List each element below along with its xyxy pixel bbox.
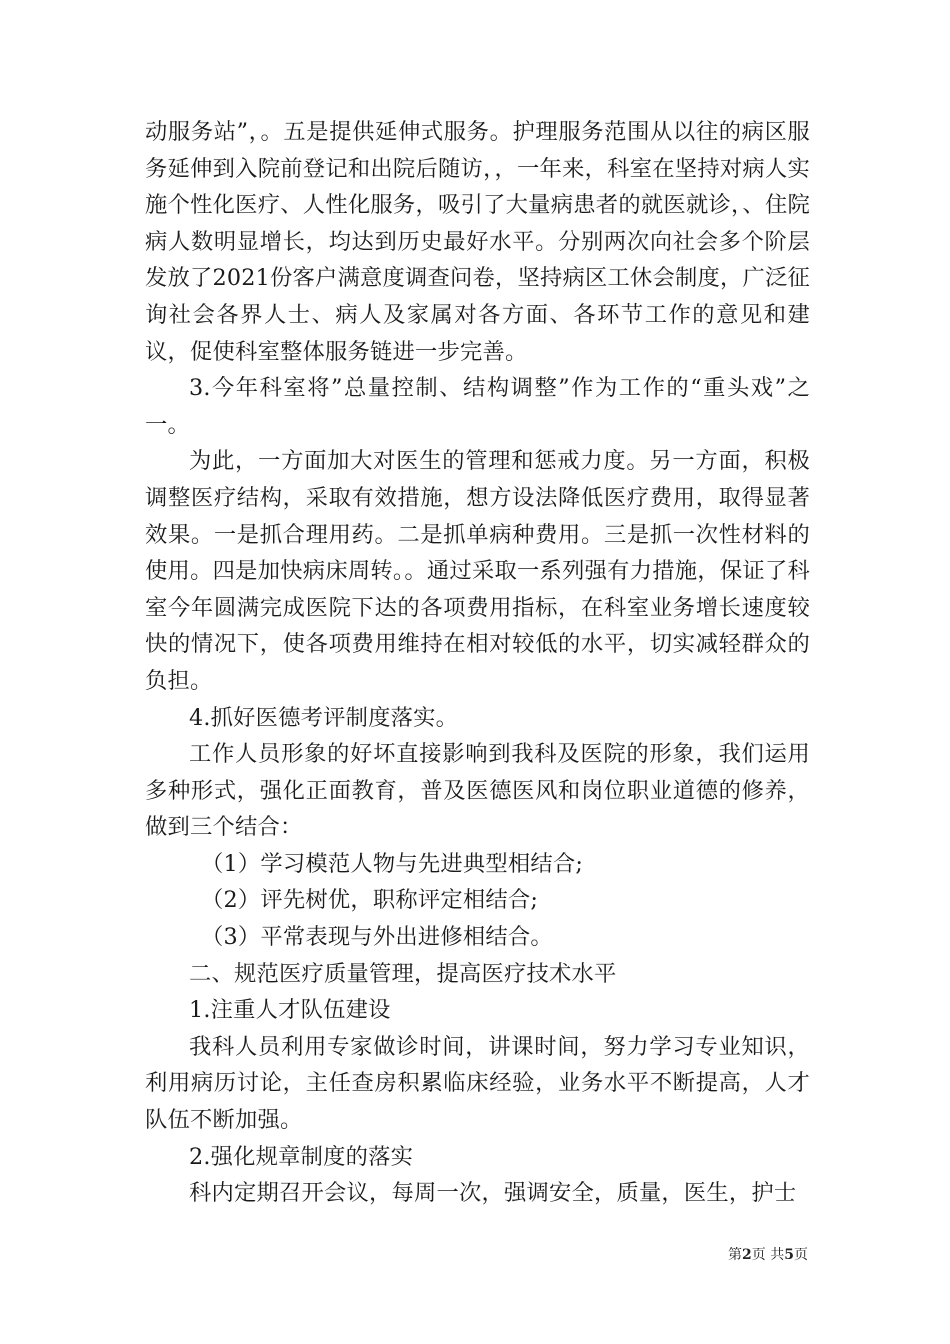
paragraph-talent: 我科人员利用专家做诊时间，讲课时间，努力学习专业知识，利用病历讨论，主任查房积累临床经验，业务水平不断提高，人才队伍不断加强。 <box>145 1033 810 1134</box>
paragraph-service-extension: 动服务站”，。五是提供延伸式服务。护理服务范围从以往的病区服务延伸到入院前登记和出院后随访，，一年来，科室在坚持对病人实施个性化医疗、人性化服务，吸引了大量病患者的就医就诊，、住院病人数明显增长，均达到历史最好水平。分别两次向社会多个阶层发放了2021份客户满意度调查问卷，坚持病区工休会制度，广泛征询社会各界人士、病人及家属对各方面、各环节工作的意见和建议，促使科室整体服务链进一步完善。 <box>145 119 810 365</box>
subheading-talent: 1.注重人才队伍建设 <box>189 997 391 1024</box>
footer-middle: 页 共 <box>751 1247 785 1263</box>
paragraph-item-4-heading: 4.抓好医德考评制度落实。 <box>189 704 459 731</box>
paragraph-rules: 科内定期召开会议，每周一次，强调安全，质量，医生，护士 <box>189 1180 797 1207</box>
paragraph-item-3-heading: 3.今年科室将”总量控制、结构调整”作为工作的“重头戏”之一。 <box>145 375 810 438</box>
list-item-combination-1: （1）学习模范人物与先进典型相结合; <box>201 850 584 877</box>
footer-current-page: 2 <box>742 1247 752 1263</box>
paragraph-staff-image: 工作人员形象的好坏直接影响到我科及医院的形象，我们运用多种形式，强化正面教育，普及医德医风和岗位职业道德的修养，做到三个结合： <box>145 741 810 841</box>
page-footer <box>728 1246 808 1264</box>
subheading-rules: 2.强化规章制度的落实 <box>189 1143 414 1170</box>
footer-suffix: 页 <box>794 1247 808 1263</box>
paragraph-cost-control: 为此，一方面加大对医生的管理和惩戒力度。另一方面，积极调整医疗结构，采取有效措施，想方设法降低医疗费用，取得显著效果。一是抓合理用药。二是抓单病种费用。三是抓一次性材料的使用。四是加快病床周转。。通过采取一系列强有力措施，保证了科室今年圆满完成医院下达的各项费用指标，在科室业务增长速度较快的情况下，使各项费用维持在相对较低的水平，切实减轻群众的负担。 <box>145 448 810 694</box>
footer-prefix: 第 <box>728 1247 743 1263</box>
section-heading-quality: 二、规范医疗质量管理，提高医疗技术水平 <box>189 960 617 987</box>
list-item-combination-2: （2）评先树优，职称评定相结合; <box>201 887 539 914</box>
body-text <box>145 114 810 1212</box>
list-item-combination-3: （3）平常表现与外出进修相结合。 <box>201 924 553 951</box>
footer-total-pages: 5 <box>784 1247 794 1263</box>
